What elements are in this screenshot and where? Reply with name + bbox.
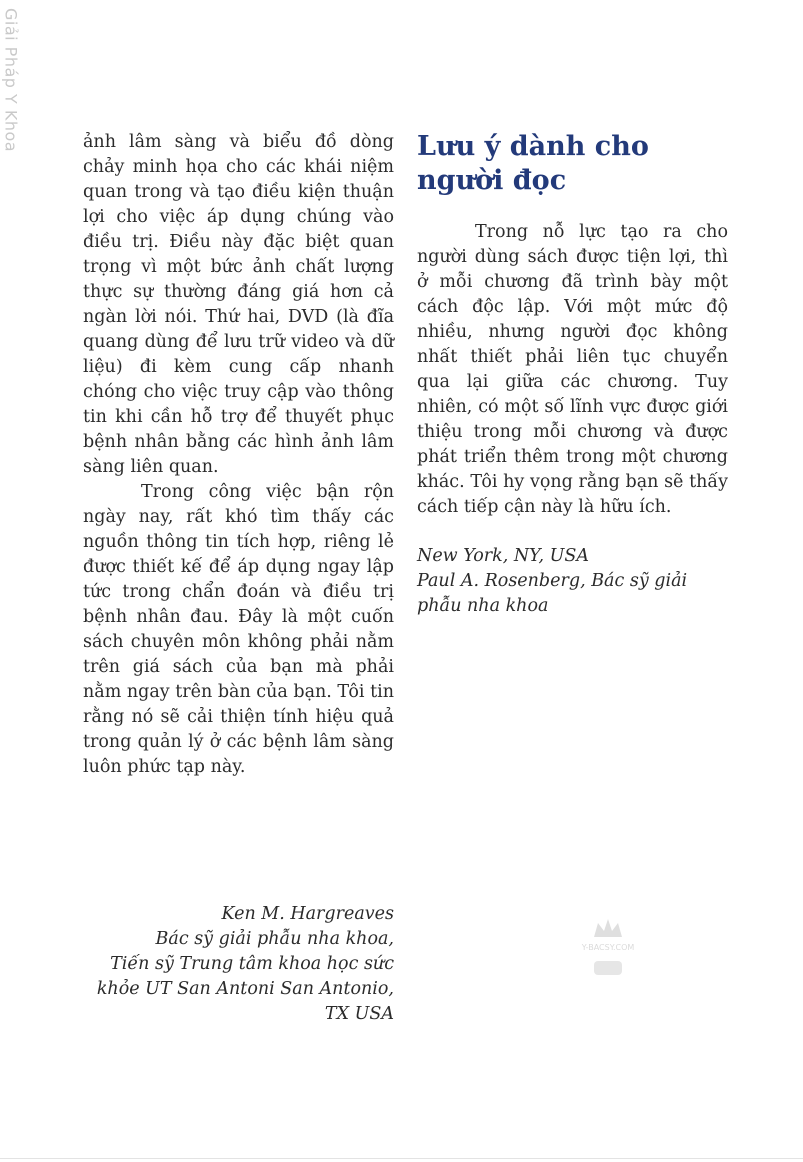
signature-name: Ken M. Hargreaves — [221, 904, 394, 924]
signature-place: New York, NY, USA — [417, 546, 589, 566]
signature-author: Paul A. Rosenberg, Bác sỹ giải phẫu nha khoa — [417, 571, 688, 616]
left-column — [83, 130, 394, 780]
left-paragraph-2: Trong công việc bận rộn ngày nay, rất khó tìm thấy các nguồn thông tin tích hợp, riêng lẻ được thiết kế để áp dụng ngay lập tức trong chẩn đoán và điều trị bệnh nhân đau. Đây là một cuốn sách chuyên môn không phải nằm trên giá sách của bạn mà phải nằm ngay trên bàn của bạn. Tôi tin rằng nó sẽ cải thiện tính hiệu quả trong quản lý ở các bệnh lâm sàng luôn phức tạp này. — [83, 482, 394, 777]
signature-right — [417, 544, 728, 619]
signature-title-2: Tiến sỹ Trung tâm khoa học sức khỏe UT San Antoni San Antonio, TX USA — [96, 954, 394, 1024]
side-label: Giải Pháp Y Khoa — [1, 8, 21, 153]
watermark-text: Y-BACSY.COM — [581, 943, 635, 952]
section-heading: Lưu ý dành cho người đọc — [417, 131, 649, 196]
watermark-logo — [566, 915, 650, 985]
right-paragraph: Trong nỗ lực tạo ra cho người dùng sách được tiện lợi, thì ở mỗi chương đã trình bày một cách độc lập. Với một mức độ nhiều, nhưng người đọc không nhất thiết phải liên tục chuyển qua lại giữa các chương. Tuy nhiên, có một số lĩnh vực được giới thiệu trong mỗi chương và được phát triển thêm trong một chương khác. Tôi hy vọng rằng bạn sẽ thấy cách tiếp cận này là hữu ích. — [417, 222, 728, 517]
bottom-divider — [0, 1158, 803, 1159]
left-paragraph-1: ảnh lâm sàng và biểu đồ dòng chảy minh họa cho các khái niệm quan trong và tạo điều kiện thuận lợi cho việc áp dụng chúng vào điều trị. Điều này đặc biệt quan trọng vì một bức ảnh chất lượng thực sự thường đáng giá hơn cả ngàn lời nói. Thứ hai, DVD (là đĩa quang dùng để lưu trữ video và dữ liệu) đi kèm cung cấp nhanh chóng cho việc truy cập vào thông tin khi cần hỗ trợ để thuyết phục bệnh nhân bằng các hình ảnh lâm sàng liên quan. — [83, 132, 394, 477]
signature-title-1: Bác sỹ giải phẫu nha khoa, — [155, 929, 394, 949]
right-column — [417, 130, 728, 619]
left-signature — [83, 902, 394, 1027]
